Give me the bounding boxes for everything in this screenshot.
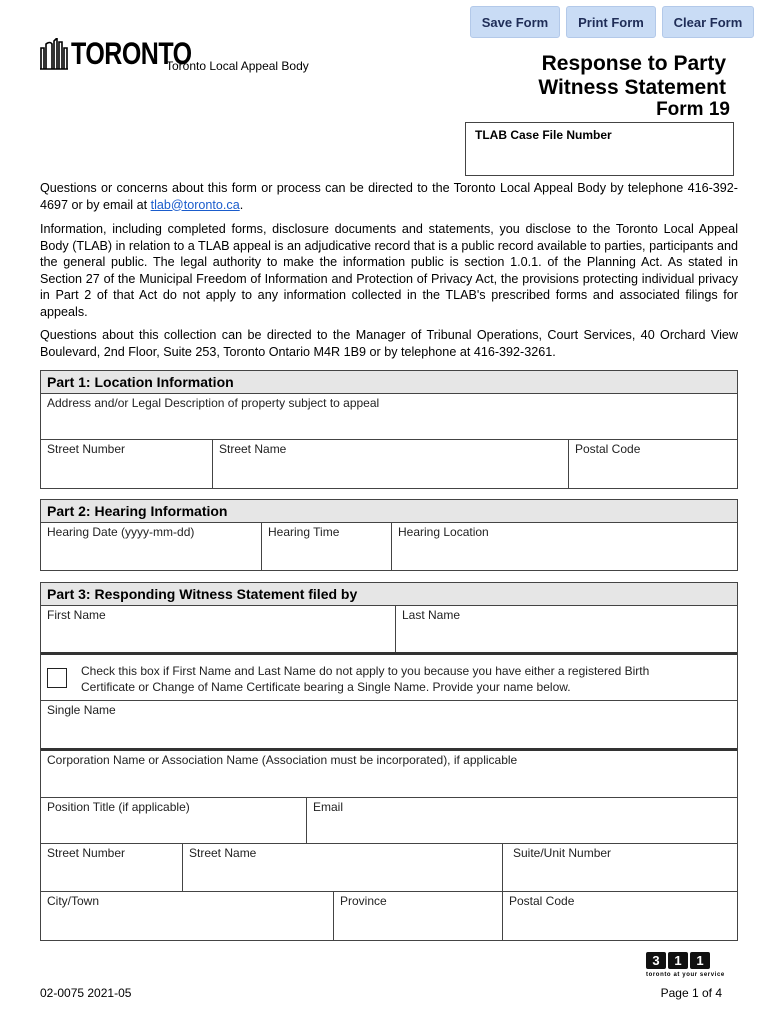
part1-heading: Part 1: Location Information bbox=[41, 371, 737, 394]
p1-postal-code-label: Postal Code bbox=[575, 442, 641, 456]
badge-tagline: toronto at your service bbox=[646, 972, 725, 978]
single-name-checkbox[interactable] bbox=[47, 668, 67, 688]
address-field[interactable] bbox=[41, 394, 737, 440]
intro-paragraph-2: Information, including completed forms, disclosure documents and statements, you disclose to the Toronto Local Appeal Body (TLAB) in relation to a TLAB appeal is an adjudicative record that is a public record available to parties, participants and the general public. The legal authority to make the information public is section 1.0.1. of the Planning Act. As stated in Section 27 of the Municipal Freedom of Information and Protection of Privacy Act, the provisions protecting individual privacy in Part 2 of that Act do not apply to any information collected in the TLAB's prescribed forms and associated filings for appeals. bbox=[40, 222, 738, 319]
p3-postal-code-label: Postal Code bbox=[509, 894, 575, 908]
last-name-field[interactable] bbox=[395, 606, 737, 652]
hearing-time-label: Hearing Time bbox=[268, 525, 340, 539]
p1-postal-code-field[interactable] bbox=[568, 440, 737, 488]
address-label: Address and/or Legal Description of property subject to appeal bbox=[47, 396, 380, 410]
position-title-field[interactable] bbox=[41, 798, 306, 843]
hearing-time-field[interactable] bbox=[261, 523, 391, 570]
check-text-line-2: Certificate or Change of Name Certificate bearing a Single Name. Provide your name below. bbox=[81, 679, 571, 694]
form-number: Form 19 bbox=[656, 99, 730, 120]
intro-paragraph-1 bbox=[40, 180, 738, 213]
body-name: Toronto Local Appeal Body bbox=[166, 59, 309, 73]
p3-street-number-label: Street Number bbox=[47, 846, 126, 860]
email-field[interactable] bbox=[306, 798, 737, 843]
page-number: Page 1 of 4 bbox=[660, 986, 722, 1000]
case-file-label: TLAB Case File Number bbox=[475, 128, 612, 142]
form-code: 02-0075 2021-05 bbox=[40, 986, 132, 1000]
part1-section bbox=[40, 370, 738, 489]
single-name-check-text bbox=[81, 664, 649, 695]
p1-street-number-label: Street Number bbox=[47, 442, 126, 456]
city-town-field[interactable] bbox=[41, 892, 333, 940]
part2-section bbox=[40, 499, 738, 571]
badge-digit-1: 3 bbox=[646, 952, 666, 969]
last-name-label: Last Name bbox=[402, 608, 461, 622]
hearing-location-label: Hearing Location bbox=[398, 525, 489, 539]
toronto-311-logo bbox=[646, 952, 725, 978]
badge-digit-2: 1 bbox=[668, 952, 688, 969]
email-label: Email bbox=[313, 800, 344, 814]
badge-digit-3: 1 bbox=[690, 952, 710, 969]
check-text-line-1: Check this box if First Name and Last Name do not apply to you because you have either a registered Birth bbox=[81, 664, 650, 678]
form-title bbox=[538, 52, 726, 100]
part2-heading: Part 2: Hearing Information bbox=[41, 500, 737, 523]
city-hall-icon bbox=[40, 38, 68, 70]
p3-street-number-field[interactable] bbox=[41, 844, 182, 891]
title-line-2: Witness Statement bbox=[538, 76, 726, 99]
part3-heading: Part 3: Responding Witness Statement filed by bbox=[41, 583, 737, 606]
case-file-number-field[interactable] bbox=[465, 122, 734, 176]
title-line-1: Response to Party bbox=[541, 52, 726, 75]
single-name-label: Single Name bbox=[47, 703, 116, 717]
single-name-field[interactable] bbox=[41, 701, 737, 748]
save-form-button[interactable]: Save Form bbox=[470, 6, 560, 38]
province-field[interactable] bbox=[333, 892, 502, 940]
corporation-name-field[interactable] bbox=[41, 751, 737, 797]
position-title-label: Position Title (if applicable) bbox=[47, 800, 190, 814]
city-town-label: City/Town bbox=[47, 894, 100, 908]
p3-street-name-label: Street Name bbox=[189, 846, 257, 860]
clear-form-button[interactable]: Clear Form bbox=[662, 6, 754, 38]
p1-street-name-label: Street Name bbox=[219, 442, 287, 456]
first-name-field[interactable] bbox=[41, 606, 395, 652]
corporation-name-label: Corporation Name or Association Name (Association must be incorporated), if applicable bbox=[47, 753, 518, 767]
logo-wordmark: TORONTO bbox=[71, 35, 192, 71]
print-form-button[interactable]: Print Form bbox=[566, 6, 656, 38]
p1-street-name-field[interactable] bbox=[212, 440, 568, 488]
intro-paragraph-3: Questions about this collection can be directed to the Manager of Tribunal Operations, Court Services, 40 Orchard View Boulevard, 2nd Floor, Suite 253, Toronto Ontario M4R 1B9 or by telephone at 416-392-3261. bbox=[40, 328, 738, 359]
part3-section bbox=[40, 582, 738, 941]
province-label: Province bbox=[340, 894, 387, 908]
suite-unit-label: Suite/Unit Number bbox=[513, 846, 612, 860]
suite-unit-field[interactable] bbox=[502, 844, 737, 891]
first-name-label: First Name bbox=[47, 608, 106, 622]
email-link[interactable]: tlab@toronto.ca bbox=[150, 197, 240, 212]
single-name-check-row bbox=[41, 655, 737, 701]
intro-p1-end: . bbox=[239, 197, 244, 212]
hearing-date-field[interactable] bbox=[41, 523, 261, 570]
intro-p1-text: Questions or concerns about this form or process can be directed to the Toronto Local Appeal Body by telephone 416-392-4697 or by email at bbox=[40, 181, 738, 212]
hearing-date-label: Hearing Date (yyyy-mm-dd) bbox=[47, 525, 195, 539]
hearing-location-field[interactable] bbox=[391, 523, 737, 570]
p3-postal-code-field[interactable] bbox=[502, 892, 737, 940]
p3-street-name-field[interactable] bbox=[182, 844, 502, 891]
p1-street-number-field[interactable] bbox=[41, 440, 212, 488]
